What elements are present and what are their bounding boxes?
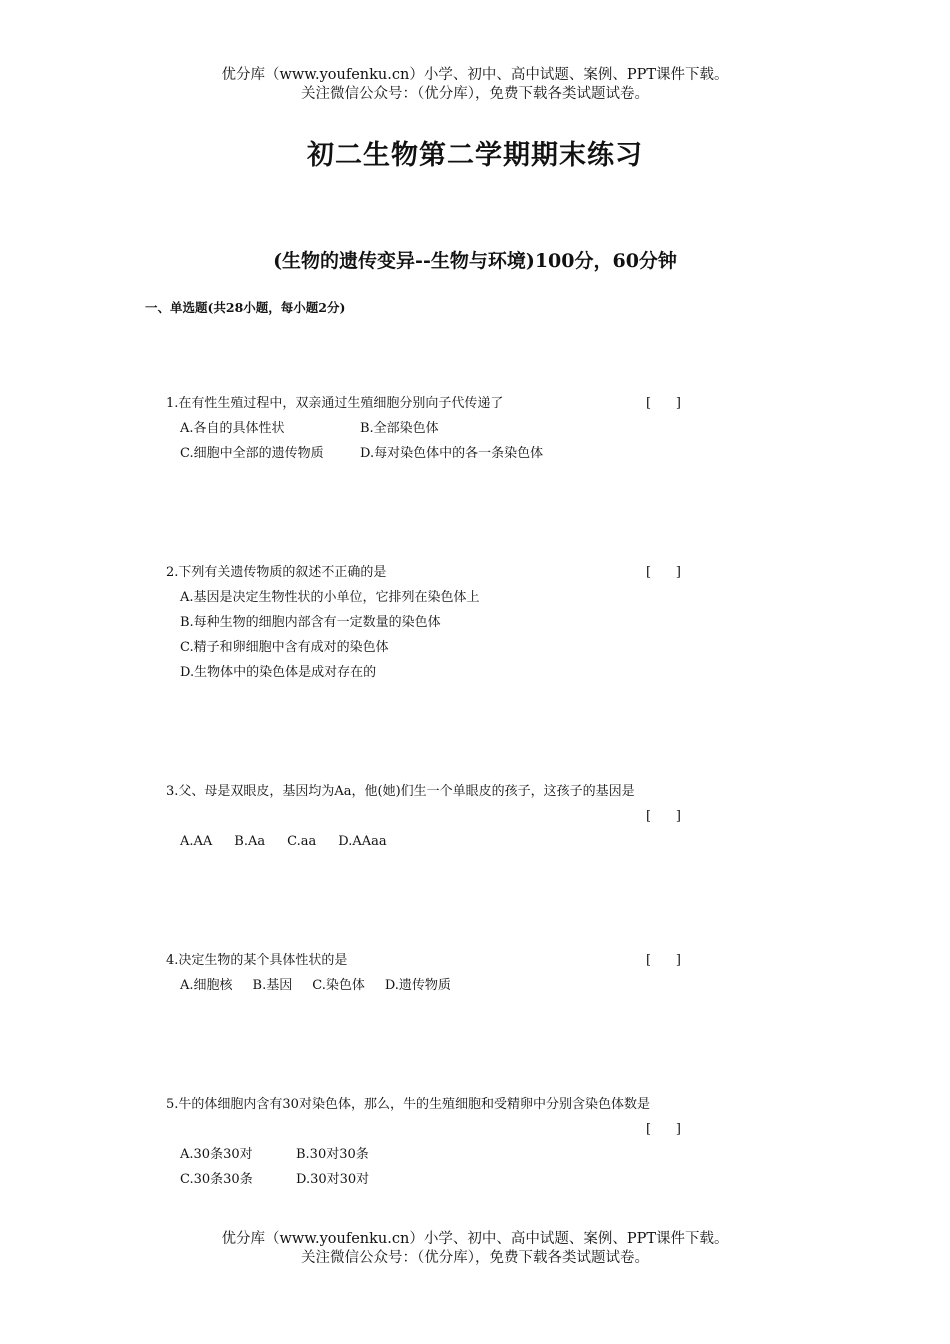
question-4	[166, 948, 726, 998]
option-list	[166, 973, 726, 998]
option-c: C.aa	[287, 834, 317, 849]
answer-bracket: [ ]	[646, 565, 681, 580]
footer-line-1: 优分库（www.youfenku.cn）小学、初中、高中试题、案例、PPT课件下载。	[221, 1231, 729, 1247]
option-b: B.Aa	[234, 834, 266, 849]
option-b: B.每种生物的细胞内部含有一定数量的染色体	[180, 615, 441, 630]
question-stem: 1.在有性生殖过程中，双亲通过生殖细胞分别向子代传递了	[166, 396, 504, 411]
section-heading: 一、单选题(共28小题，每小题2分)	[145, 300, 346, 315]
option-d: D.AAaa	[338, 834, 387, 849]
answer-bracket: [ ]	[646, 953, 681, 968]
option-c: C.染色体	[312, 978, 365, 993]
document-subtitle: (生物的遗传变异--生物与环境)100分，60分钟	[273, 250, 677, 272]
option-list	[166, 416, 726, 466]
page-footer	[0, 1230, 950, 1268]
question-stem: 2.下列有关遗传物质的叙述不正确的是	[166, 565, 387, 580]
option-list	[166, 585, 726, 685]
header-line-1: 优分库（www.youfenku.cn）小学、初中、高中试题、案例、PPT课件下载。	[221, 67, 729, 83]
option-c: C.细胞中全部的遗传物质	[180, 446, 324, 461]
question-1	[166, 391, 726, 466]
option-d: D.每对染色体中的各一条染色体	[360, 446, 544, 461]
option-b: B.30对30条	[296, 1147, 369, 1162]
answer-bracket: [ ]	[646, 809, 681, 824]
option-d: D.生物体中的染色体是成对存在的	[180, 665, 377, 680]
question-stem: 3.父、母是双眼皮，基因均为Aa，他(她)们生一个单眼皮的孩子，这孩子的基因是	[166, 784, 635, 799]
question-3	[166, 779, 726, 854]
option-a: A.细胞核	[180, 978, 233, 993]
option-d: D.30对30对	[296, 1172, 370, 1187]
option-a: A.30条30对	[180, 1147, 253, 1162]
question-5	[166, 1092, 726, 1192]
option-a: A.基因是决定生物性状的小单位，它排列在染色体上	[180, 590, 480, 605]
footer-line-2: 关注微信公众号：（优分库），免费下载各类试题试卷。	[301, 1250, 649, 1266]
page-header	[0, 66, 950, 104]
option-list	[166, 829, 726, 854]
question-2	[166, 560, 726, 685]
question-stem: 4.决定生物的某个具体性状的是	[166, 953, 348, 968]
option-d: D.遗传物质	[384, 978, 451, 993]
option-c: C.30条30条	[180, 1172, 253, 1187]
document-title: 初二生物第二学期期末练习	[307, 140, 643, 171]
answer-bracket: [ ]	[646, 1122, 681, 1137]
header-line-2: 关注微信公众号：（优分库），免费下载各类试题试卷。	[301, 86, 649, 102]
option-b: B.全部染色体	[360, 421, 439, 436]
option-c: C.精子和卵细胞中含有成对的染色体	[180, 640, 389, 655]
question-stem: 5.牛的体细胞内含有30对染色体，那么，牛的生殖细胞和受精卵中分别含染色体数是	[166, 1097, 650, 1112]
option-list	[166, 1142, 726, 1192]
option-a: A.各自的具体性状	[180, 421, 285, 436]
option-b: B.基因	[252, 978, 293, 993]
answer-bracket: [ ]	[646, 396, 681, 411]
option-a: A.AA	[180, 834, 213, 849]
